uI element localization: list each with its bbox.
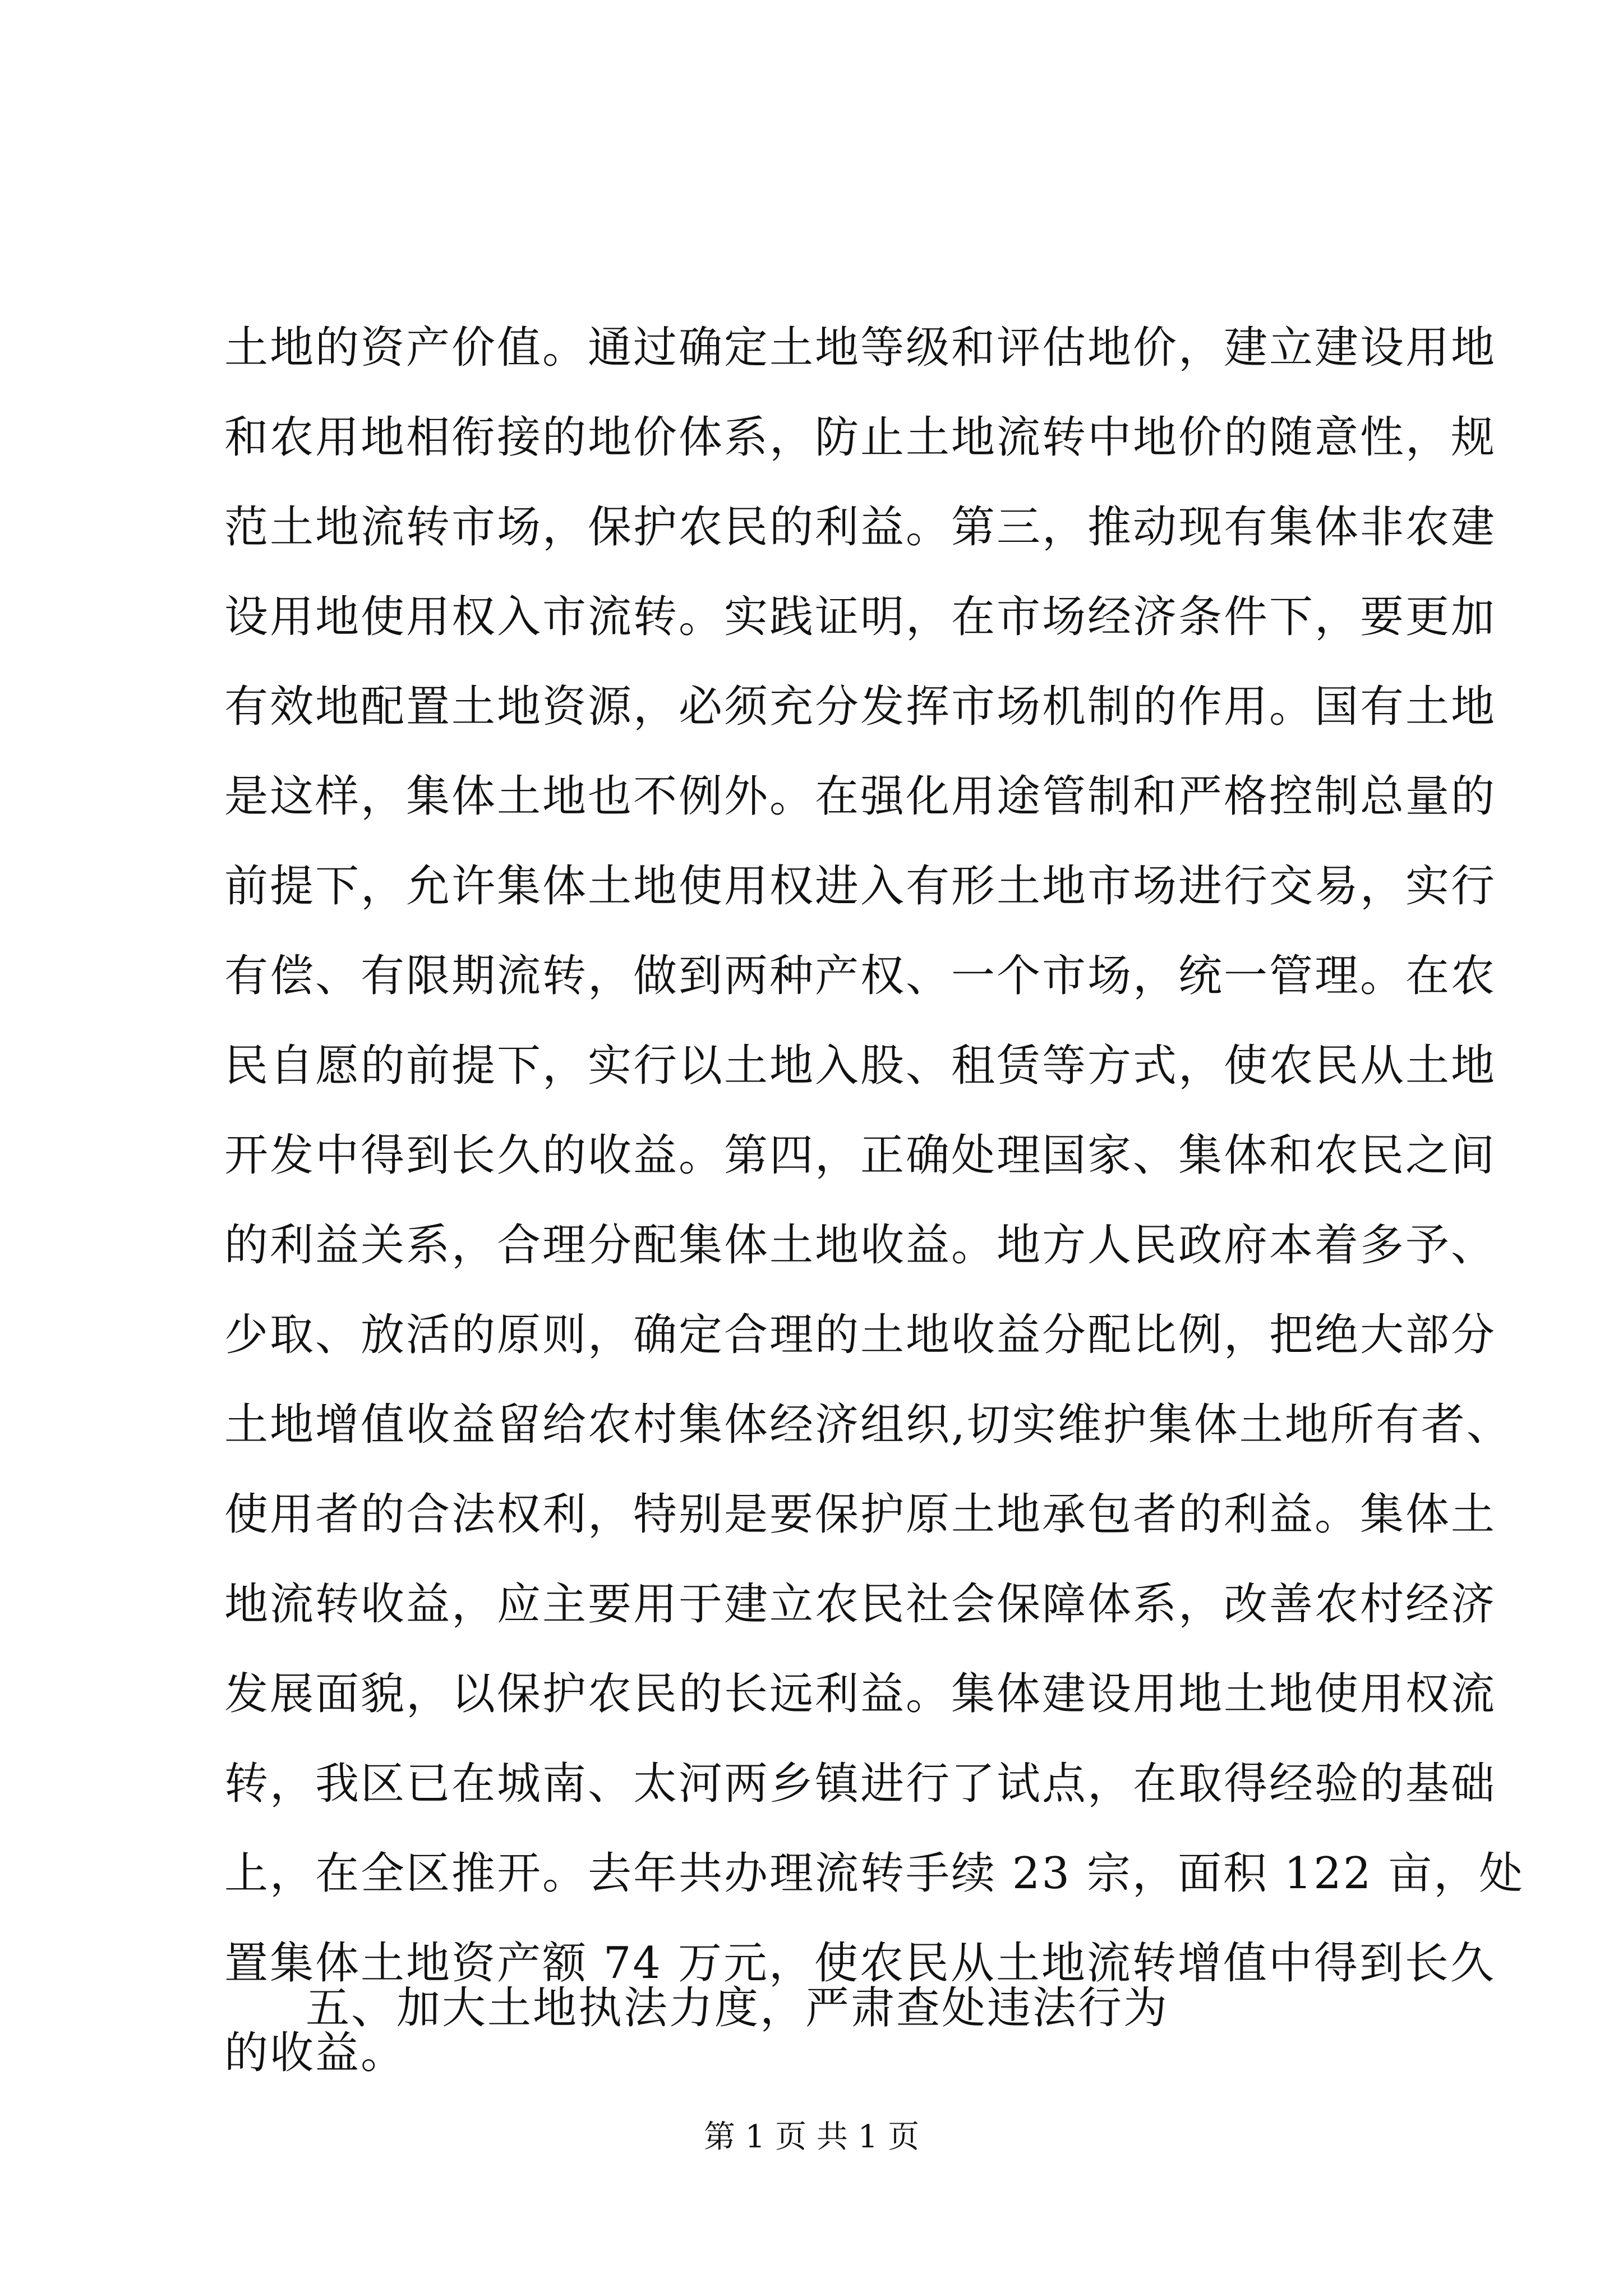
paragraph-line: 范土地流转市场，保护农民的利益。第三，推动现有集体非农建	[224, 502, 1497, 553]
paragraph-line: 转，我区已在城南、太河两乡镇进行了试点，在取得经验的基础	[224, 1759, 1497, 1809]
paragraph-line: 置集体土地资产额 74 万元，使农民从土地流转增值中得到长久	[224, 1938, 1496, 1989]
paragraph-line: 设用地使用权入市流转。实践证明，在市场经济条件下，要更加	[224, 592, 1497, 642]
paragraph-line: 有效地配置土地资源，必须充分发挥市场机制的作用。国有土地	[224, 682, 1497, 732]
paragraph-line: 少取、放活的原则，确定合理的土地收益分配比例，把绝大部分	[224, 1310, 1497, 1360]
paragraph-line: 民自愿的前提下，实行以土地入股、租赁等方式，使农民从土地	[224, 1041, 1497, 1091]
body-paragraph	[224, 303, 1525, 2098]
page-number-footer: 第 1 页 共 1 页	[703, 2119, 920, 2155]
paragraph-line: 的收益。	[224, 2028, 407, 2078]
paragraph-line: 和农用地相衔接的地价体系，防止土地流转中地价的随意性，规	[224, 412, 1497, 463]
paragraph-line: 土地的资产价值。通过确定土地等级和评估地价，建立建设用地	[224, 323, 1497, 373]
paragraph-line: 上，在全区推开。去年共办理流转手续 23 宗，面积 122 亩，处	[224, 1848, 1525, 1899]
section-heading: 五、加大土地执法力度，严肃查处违法行为	[306, 1983, 1169, 2033]
paragraph-line: 是这样，集体土地也不例外。在强化用途管制和严格控制总量的	[224, 771, 1497, 822]
paragraph-line: 开发中得到长久的收益。第四，正确处理国家、集体和农民之间	[224, 1130, 1497, 1181]
paragraph-line: 使用者的合法权利，特别是要保护原土地承包者的利益。集体土	[224, 1489, 1497, 1540]
paragraph-line: 的利益关系，合理分配集体土地收益。地方人民政府本着多予、	[224, 1220, 1497, 1271]
paragraph-line: 土地增值收益留给农村集体经济组织,切实维护集体土地所有者、	[224, 1400, 1512, 1450]
paragraph-line: 发展面貌，以保护农民的长远利益。集体建设用地土地使用权流	[224, 1669, 1497, 1719]
paragraph-line: 地流转收益，应主要用于建立农民社会保障体系，改善农村经济	[224, 1579, 1497, 1630]
paragraph-line: 前提下，允许集体土地使用权进入有形土地市场进行交易，实行	[224, 861, 1497, 912]
paragraph-line: 有偿、有限期流转，做到两种产权、一个市场，统一管理。在农	[224, 951, 1497, 1001]
